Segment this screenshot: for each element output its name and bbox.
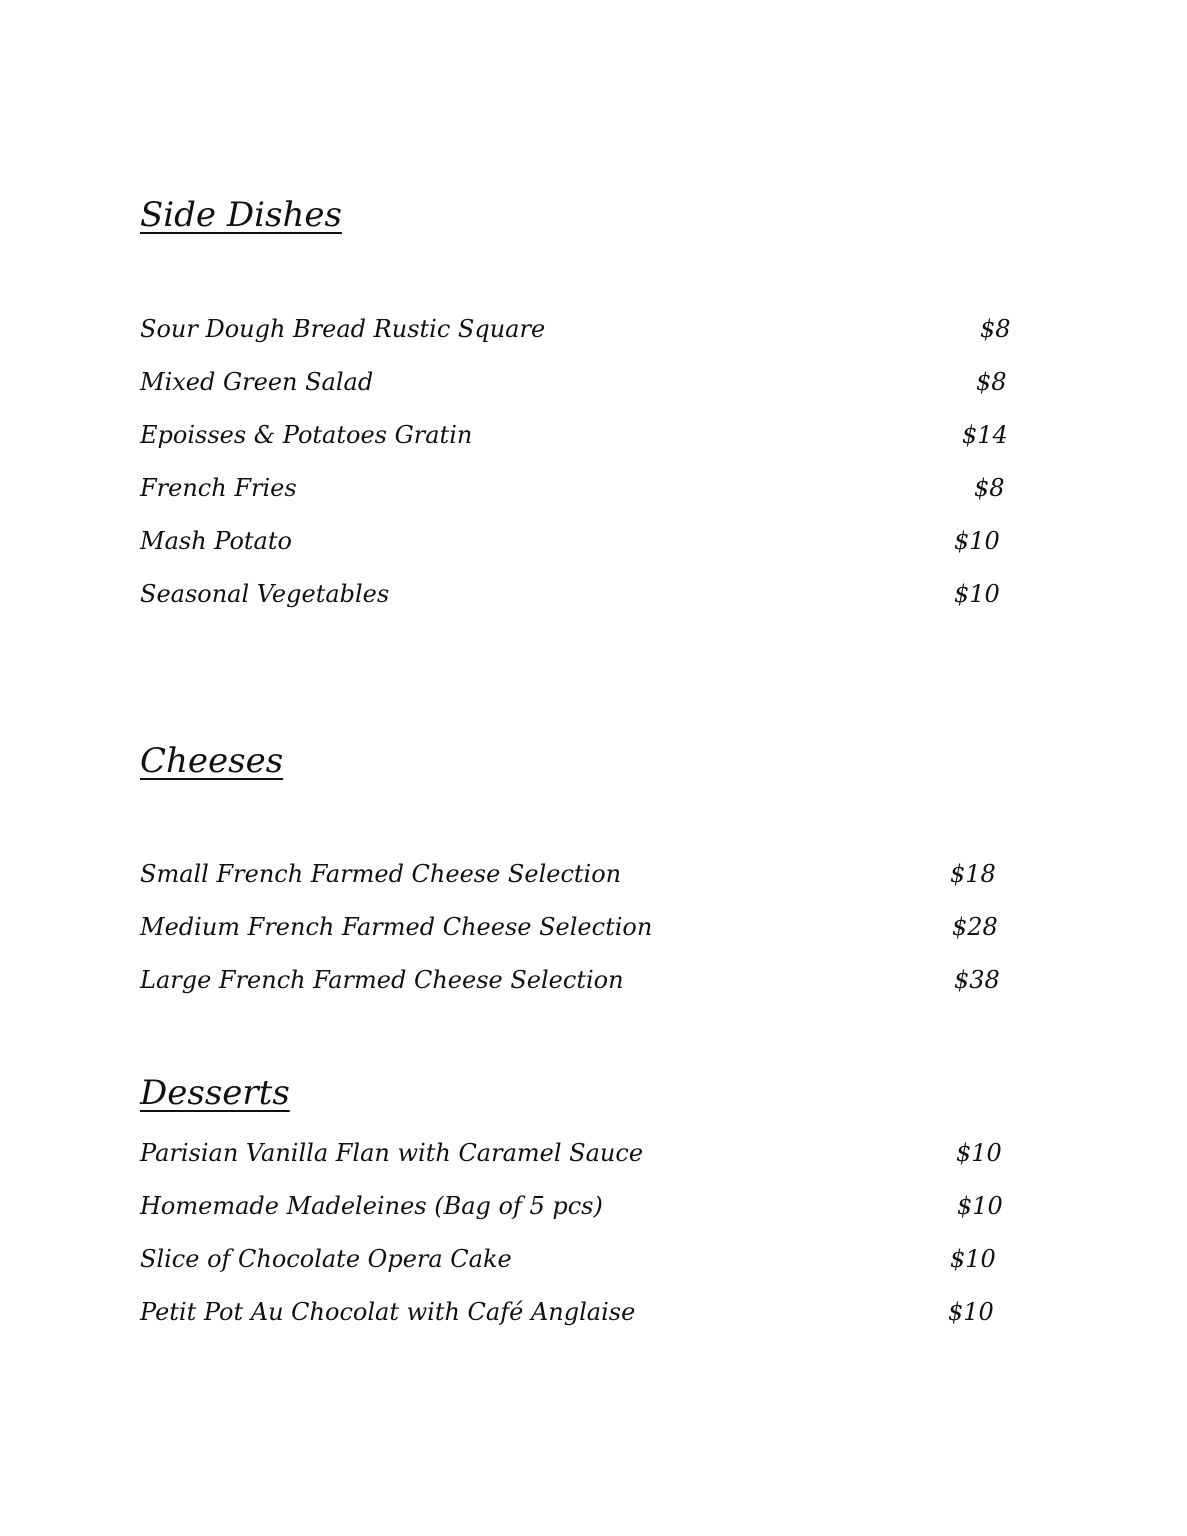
item-price: $8 bbox=[976, 368, 1007, 396]
item-price: $8 bbox=[980, 315, 1011, 343]
item-name: Petit Pot Au Chocolat with Café Anglaise bbox=[140, 1298, 636, 1326]
item-price: $14 bbox=[962, 421, 1008, 449]
item-name: Homemade Madeleines (Bag of 5 pcs) bbox=[140, 1192, 603, 1220]
item-name: Seasonal Vegetables bbox=[140, 580, 390, 608]
item-name: Epoisses & Potatoes Gratin bbox=[140, 421, 473, 449]
item-price: $10 bbox=[950, 1245, 996, 1273]
item-price: $10 bbox=[954, 580, 1000, 608]
cheeses-title: Cheeses bbox=[140, 741, 284, 781]
item-name: Small French Farmed Cheese Selection bbox=[140, 860, 622, 888]
item-name: Large French Farmed Cheese Selection bbox=[140, 966, 624, 994]
item-price: $38 bbox=[954, 966, 1000, 994]
desserts-title: Desserts bbox=[140, 1073, 290, 1113]
item-name: Medium French Farmed Cheese Selection bbox=[140, 913, 653, 941]
item-name: Parisian Vanilla Flan with Caramel Sauce bbox=[140, 1139, 644, 1167]
item-price: $10 bbox=[957, 1192, 1003, 1220]
item-price: $10 bbox=[956, 1139, 1002, 1167]
item-price: $10 bbox=[954, 527, 1000, 555]
item-name: Slice of Chocolate Opera Cake bbox=[140, 1245, 512, 1273]
side-dishes-title: Side Dishes bbox=[140, 195, 342, 235]
item-name: French Fries bbox=[140, 474, 297, 502]
item-name: Mash Potato bbox=[140, 527, 292, 555]
item-price: $18 bbox=[950, 860, 996, 888]
item-price: $8 bbox=[974, 474, 1005, 502]
item-price: $28 bbox=[952, 913, 998, 941]
item-name: Sour Dough Bread Rustic Square bbox=[140, 315, 546, 343]
item-price: $10 bbox=[948, 1298, 994, 1326]
item-name: Mixed Green Salad bbox=[140, 368, 374, 396]
